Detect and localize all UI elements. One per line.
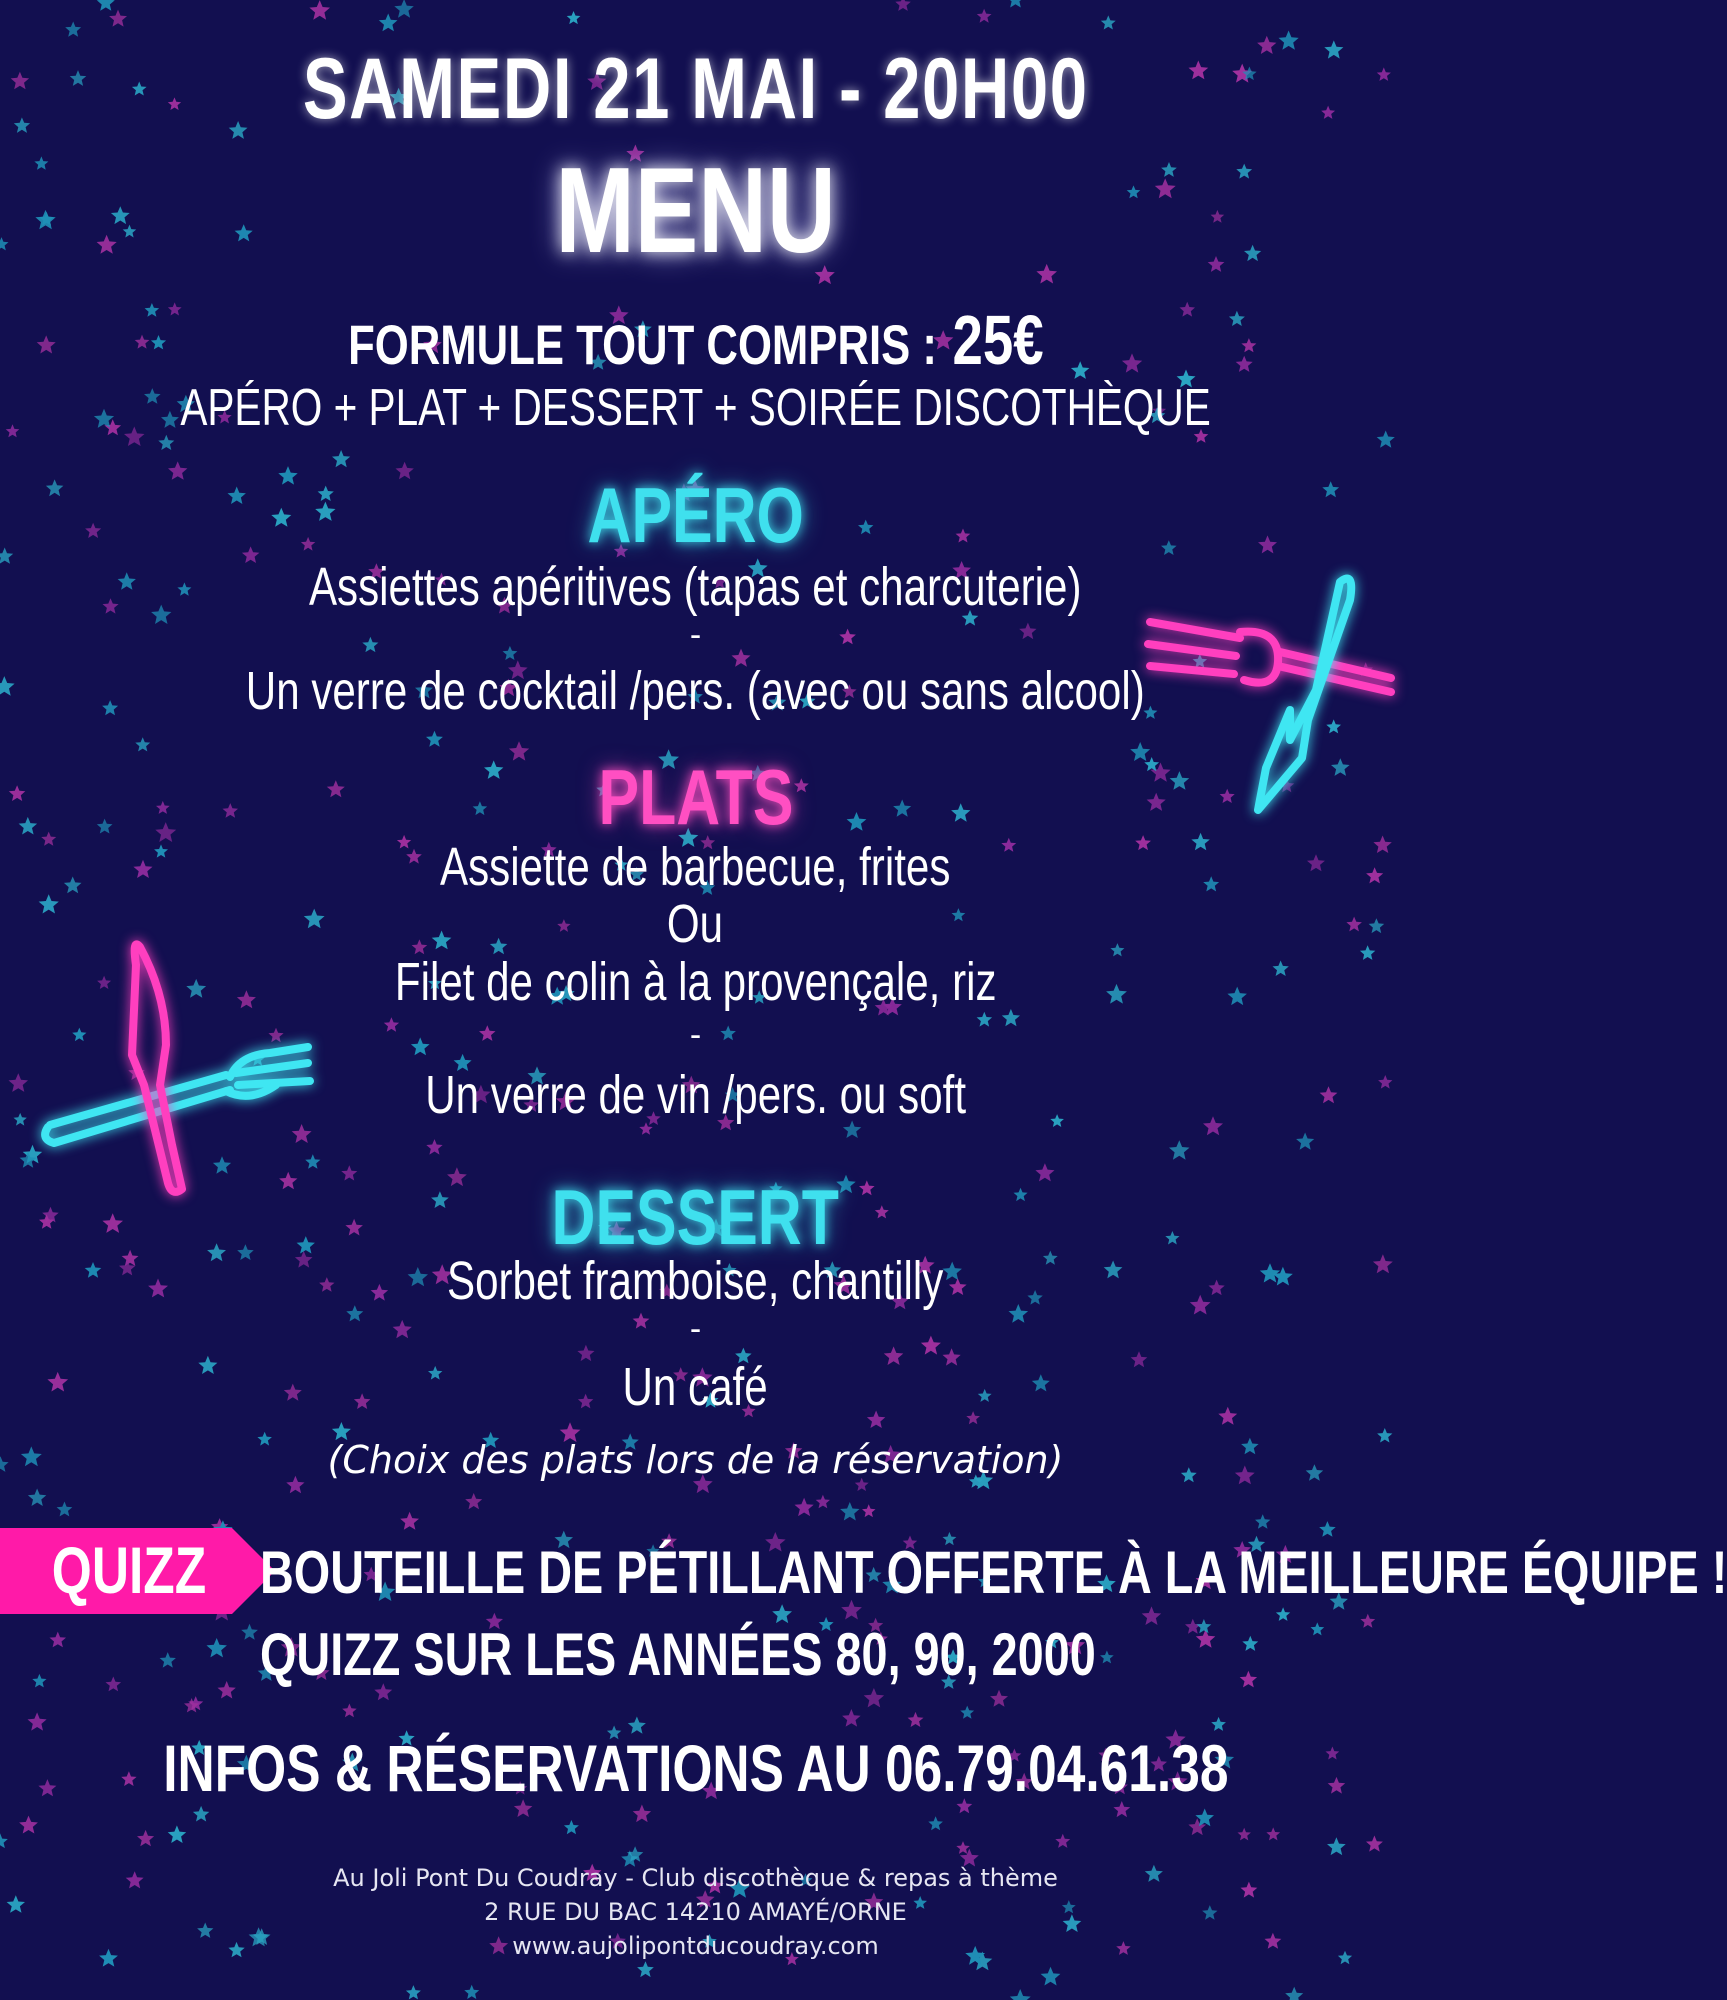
star-confetti [32, 1674, 46, 1688]
star-confetti [1319, 1521, 1336, 1537]
quizz-prize: BOUTEILLE DE PÉTILLANT OFFERTE À LA MEILLEURE ÉQUIPE ! [260, 1539, 1727, 1606]
star-confetti [160, 1652, 176, 1668]
star-confetti [207, 1638, 227, 1657]
star-confetti [1238, 1828, 1251, 1841]
star-confetti [1266, 1827, 1280, 1840]
star-confetti [426, 731, 443, 747]
star-confetti [990, 1690, 1008, 1707]
star-confetti [394, 0, 414, 18]
star-confetti [895, 0, 911, 11]
menu-title: MENU [555, 142, 836, 278]
footer-address: 2 RUE DU BAC 14210 AMAYÉ/ORNE [484, 1898, 907, 1926]
star-confetti [864, 1688, 884, 1707]
star-confetti [97, 0, 115, 11]
star-confetti [1327, 1837, 1346, 1855]
star-confetti [1255, 1514, 1270, 1529]
star-confetti [309, 0, 330, 20]
star-confetti [193, 1806, 209, 1822]
star-confetti [1285, 1987, 1303, 2000]
star-confetti [1240, 1671, 1257, 1688]
star-confetti [862, 1504, 876, 1517]
apero-item-1: Assiettes apéritives (tapas et charcuterie) [309, 557, 1082, 617]
apero-separator: - [689, 616, 702, 654]
star-confetti [1242, 1636, 1258, 1651]
star-confetti [379, 14, 398, 32]
star-confetti [19, 1816, 38, 1834]
booking-note: (Choix des plats lors de la réservation) [327, 1438, 1064, 1482]
star-confetti [1169, 1140, 1190, 1160]
star-confetti [465, 1493, 482, 1509]
plats-item-3: Un verre de vin /pers. ou soft [425, 1065, 966, 1125]
star-confetti [1196, 1619, 1211, 1633]
star-confetti [400, 1512, 419, 1530]
star-confetti [564, 1820, 579, 1834]
star-confetti [1296, 1133, 1314, 1150]
apero-item-2: Un verre de cocktail /pers. (avec ou sans alcool) [246, 661, 1145, 721]
star-confetti [106, 1677, 122, 1692]
star-confetti [960, 1706, 974, 1719]
star-confetti [795, 1498, 814, 1516]
apero-heading: APÉRO [587, 471, 804, 559]
star-confetti [218, 1681, 236, 1699]
star-confetti [1010, 1989, 1031, 2000]
star-confetti [1311, 1622, 1325, 1635]
formule-label: FORMULE TOUT COMPRIS : [347, 313, 937, 376]
star-confetti [928, 1816, 943, 1830]
star-confetti [1196, 1629, 1216, 1648]
star-confetti [840, 1502, 859, 1521]
star-confetti [567, 11, 581, 24]
plats-separator: - [689, 1016, 702, 1054]
formule-line [0, 300, 1391, 380]
footer-venue: Au Joli Pont Du Coudray - Club discothèque & repas à thème [333, 1864, 1058, 1892]
star-confetti [1276, 1607, 1290, 1621]
star-confetti [28, 1489, 46, 1507]
star-confetti [342, 1704, 357, 1718]
star-confetti [816, 1495, 830, 1509]
star-confetti [65, 22, 81, 37]
star-confetti [426, 1139, 442, 1155]
star-confetti [1366, 1836, 1383, 1852]
star-confetti [109, 10, 127, 27]
formule-price: 25€ [952, 301, 1044, 379]
star-confetti [908, 1712, 924, 1727]
plats-heading: PLATS [598, 753, 793, 841]
star-confetti [135, 737, 150, 751]
star-confetti [137, 1830, 154, 1846]
star-confetti [50, 1632, 67, 1648]
star-confetti [1055, 1834, 1070, 1848]
dessert-heading: DESSERT [551, 1173, 840, 1261]
dessert-separator: - [689, 1310, 702, 1348]
star-confetti [1100, 1651, 1114, 1664]
star-confetti [464, 1985, 479, 1999]
formule-includes: APÉRO + PLAT + DESSERT + SOIRÉE DISCOTHÈQUE [180, 379, 1211, 437]
star-confetti [241, 1624, 258, 1640]
dessert-item-2: Un café [622, 1357, 769, 1417]
star-confetti [0, 1833, 8, 1848]
star-confetti [1041, 1967, 1061, 1986]
plats-or: Ou [667, 894, 724, 954]
star-confetti [1185, 1619, 1201, 1634]
footer-website[interactable]: www.aujolipontducoudray.com [512, 1932, 879, 1960]
star-confetti [1101, 15, 1116, 29]
infos-reservations: INFOS & RÉSERVATIONS AU 06.79.04.61.38 [162, 1731, 1229, 1805]
star-confetti [977, 9, 992, 23]
star-confetti [1211, 1717, 1226, 1731]
star-confetti [1142, 1606, 1162, 1625]
star-confetti [1007, 0, 1024, 8]
dessert-item-1: Sorbet framboise, chantilly [447, 1251, 944, 1311]
star-confetti [57, 1502, 73, 1517]
star-confetti [842, 1709, 861, 1727]
quizz-theme: QUIZZ SUR LES ANNÉES 80, 90, 2000 [260, 1621, 1096, 1688]
event-date: SAMEDI 21 MAI - 20H00 [302, 41, 1089, 137]
star-confetti [332, 450, 350, 467]
quizz-label: QUIZZ [51, 1533, 207, 1607]
star-confetti [28, 1712, 47, 1730]
star-confetti [1360, 1614, 1375, 1628]
star-confetti [956, 1841, 970, 1854]
plats-item-1: Assiette de barbecue, frites [440, 837, 951, 897]
plats-item-2: Filet de colin à la provençale, riz [394, 952, 997, 1012]
star-confetti [637, 1961, 654, 1977]
star-confetti [633, 1805, 651, 1823]
star-confetti [406, 1985, 421, 1999]
star-confetti [168, 1825, 187, 1843]
